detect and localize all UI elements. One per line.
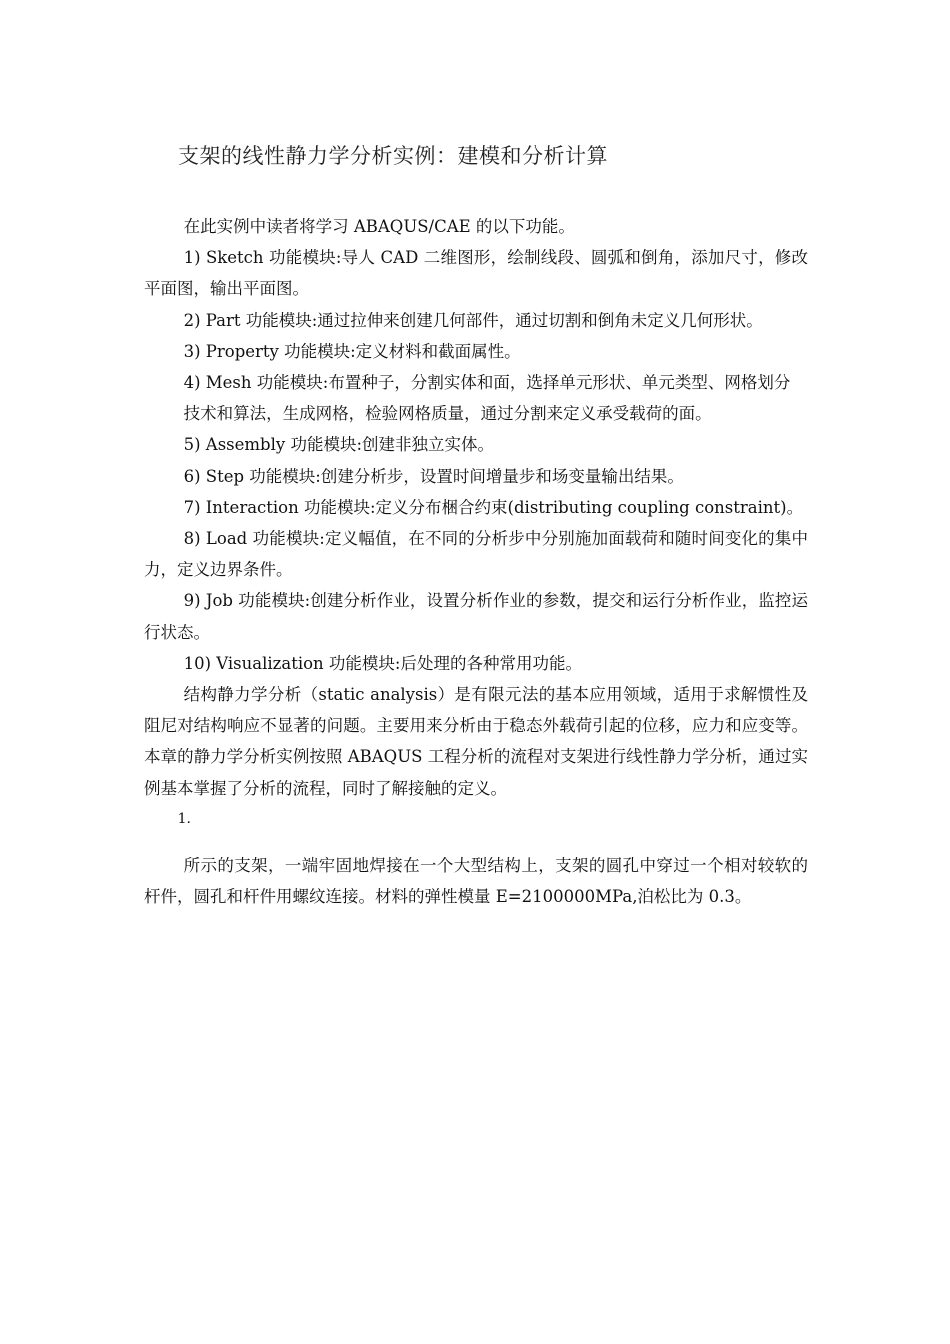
list-item-load: 8) Load 功能模块:定义幅值，在不同的分析步中分别施加面载荷和随时间变化的集中力，定义边界条件。 (144, 529, 808, 580)
section-number: 1. (177, 810, 191, 827)
list-item-interaction: 7) Interaction 功能模块:定义分布梱合约束(distributing coupling constraint)。 (183, 497, 804, 517)
list-item-assembly: 5) Assembly 功能模块:创建非独立实体。 (183, 435, 494, 455)
document-title: 支架的线性静力学分析实例：建模和分析计算 (178, 144, 608, 168)
list-item-property: 3) Property 功能模块:定义材料和截面属性。 (183, 341, 521, 361)
bracket-description-paragraph: 所示的支架，一端牢固地焊接在一个大型结构上，支架的圆孔中穿过一个相对较软的杆件，圆孔和杆件用螺纹连接。材料的弹性模量 E=2100000MPa,泊松比为 0.3。 (144, 855, 808, 907)
list-item-sketch: 1) Sketch 功能模块:导人 CAD 二维图形，绘制线段、圆弧和倒角，添加尺寸，修改平面图，输出平面图。 (144, 248, 808, 299)
list-item-job: 9) Job 功能模块:创建分析作业，设置分析作业的参数，提交和运行分析作业，监控运行状态。 (144, 591, 808, 642)
list-item-part: 2) Part 功能模块:通过拉伸来创建几何部件，通过切割和倒角未定义几何形状。 (183, 310, 763, 330)
list-item-visualization: 10) Visualization 功能模块:后处理的各种常用功能。 (183, 653, 582, 673)
intro-paragraph: 在此实例中读者将学习 ABAQUS/CAE 的以下功能。 (183, 217, 575, 236)
document-body (144, 211, 808, 912)
list-item-step: 6) Step 功能模块:创建分析步，设置时间增量步和场变量输出结果。 (183, 466, 684, 486)
static-analysis-paragraph: 结构静力学分析（static analysis）是有限元法的基本应用领域，适用于求解惯性及阻尼对结构响应不显著的问题。主要用来分析由于稳态外载荷引起的位移，应力和应变等。本章的静力学分析实例按照 ABAQUS 工程分析的流程对支架进行线性静力学分析，通过实例基本掌握了分析的流程，同时了解接触的定义。 (144, 685, 808, 798)
list-item-mesh-continued: 技术和算法，生成网格，检验网格质量，通过分割来定义承受载荷的面。 (183, 404, 712, 424)
list-item-mesh: 4) Mesh 功能模块:布置种子，分割实体和面，选择单元形状、单元类型、网格划分 (183, 373, 791, 393)
